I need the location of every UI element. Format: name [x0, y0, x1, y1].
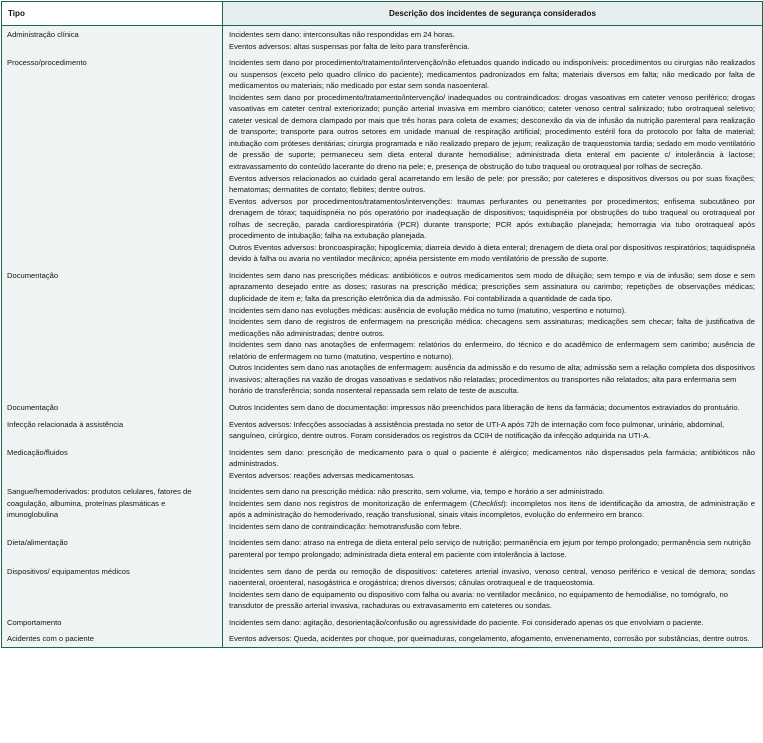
incident-type-label: Processo/procedimento	[7, 58, 87, 68]
table-row	[2, 534, 763, 562]
cell-incident-description	[223, 399, 763, 416]
table-row	[2, 444, 763, 484]
cell-incident-type	[2, 26, 223, 55]
incident-type-label: Dispositivos/ equipamentos médicos	[7, 566, 130, 576]
description-paragraph: Eventos adversos: reações adversas medicamentosas.	[229, 470, 416, 480]
cell-incident-description	[223, 267, 763, 399]
cell-incident-description	[223, 630, 763, 647]
cell-incident-description	[223, 614, 763, 631]
table-row	[2, 630, 763, 647]
table-row	[2, 399, 763, 416]
description-paragraph: Incidentes sem dano: agitação, desorientação/confusão ou agressividade do paciente. Foi considerado apenas os que envolviam o paciente.	[229, 617, 704, 627]
cell-incident-description	[223, 54, 763, 267]
cell-incident-description	[223, 534, 763, 562]
table-row	[2, 26, 763, 55]
description-paragraph: Incidentes sem dano nos registros de monitorização de enfermagem (Checklist): incompletos nos itens de identificação da amostra, de administração e após a administração do hemoderivado, reação transfusional, sinais vitais incompletos, evolução do enfermeiro em branco.	[229, 498, 755, 520]
description-paragraph: Incidentes sem dano nas evoluções médicas: ausência de evolução médica no turno (matutino, vespertino e noturno).	[229, 305, 627, 315]
table-row	[2, 416, 763, 444]
description-paragraph: Incidentes sem dano de registros de enfermagem na prescrição médica: checagens sem assinaturas; medicações sem checar; falta de justificativa de medicações não administradas; dentre outros.	[229, 317, 755, 338]
cell-incident-type	[2, 483, 223, 534]
description-paragraph: Incidentes sem dano: prescrição de medicamento para o qual o paciente é alérgico; medicamentos não dispensados pela farmácia; antibióticos não administrados.	[229, 447, 755, 469]
incident-type-label: Infecção relacionada à assistência	[7, 419, 124, 429]
incident-type-label: Dieta/alimentação	[7, 538, 68, 548]
column-header-tipo: Tipo	[2, 2, 223, 26]
table-row	[2, 483, 763, 534]
description-paragraph: Incidentes sem dano: interconsultas não respondidas em 24 horas.	[229, 30, 455, 39]
table-row	[2, 267, 763, 399]
table-row	[2, 54, 763, 267]
incident-types-table	[1, 1, 763, 648]
description-paragraph: Incidentes sem dano nas anotações de enfermagem: relatórios do enfermeiro, do técnico e do acadêmico de enfermagem sem carimbo; ausência de relatório de enfermagem no turno (matutino, vespertino e noturno).	[229, 340, 755, 361]
description-paragraph: Outros Incidentes sem dano nas anotações de enfermagem: ausência da admissão e do resumo de alta; admissão sem a relação completa dos dispositivos invasivos; alterações na vazão de drogas vasoativas e sedativos não relatadas; procedimentos ou transportes não relatados; alta para enfermaria sem horário de transferência; sonda nosenteral repassada sem relato de teste de ausculta.	[229, 363, 755, 396]
description-paragraph: Eventos adversos: Queda, acidentes por choque, por queimaduras, congelamento, afogamento, envenenamento, corrosão por substâncias, dentre outros.	[229, 634, 750, 644]
description-paragraph: Incidentes sem dano de equipamento ou dispositivo com falha ou avaria: no ventilador mecânico, no equipamento de hemodiálise, no tomógrafo, no transdutor de pressão arterial invasiva, rachaduras ou extravasamento em cateteres ou sondas.	[229, 589, 728, 611]
description-paragraph: Incidentes sem dano de perda ou remoção de dispositivos: cateteres arterial invasivo, venoso central, venoso periférico e vesical de demora; sondas naoenteral, oroenteral, nasogástrica e orogástrica; drenos diversos; cânulas orotraqueal e de traqueostomia.	[229, 566, 755, 588]
cell-incident-description	[223, 26, 763, 55]
incident-type-label: Medicação/fluidos	[7, 447, 68, 457]
cell-incident-description	[223, 483, 763, 534]
cell-incident-type	[2, 54, 223, 267]
cell-incident-type	[2, 614, 223, 631]
cell-incident-type	[2, 534, 223, 562]
description-paragraph: Incidentes sem dano por procedimento/tratamento/intervenção/ inadequados ou contraindicados: drogas vasoativas em cateter venoso periférico; drogas vasoativas em cateter central exteriorizado; punção arterial invasiva em membro cianótico; cateter venoso central salinizado; tubo orotraqueal seletivo; cateter vesical de demora clampado por mais que três horas para coleta de exames; desconexão da via de infusão da nutrição parenteral para realização de transporte; transporte para outros setores em unidade manual de respiração artificial; procedimento estéril fora do protocolo por falta de material; intubação com próteses dentárias; cirurgia programada e não realizado preparo de jejum; realização de traqueostomia tardia; sedado em modo ventilatório de pressão de suporte; permaneceu sem dieta enteral durante hemodiálise; administrada dieta enteral em paciente c/ intolerância à lactose; extravassamento do conteúdo lacerante do dreno na pele; e, presença de obstrução do tubo traqueal ou orotraqueal por rolhas de secreção.	[229, 92, 755, 172]
column-header-descricao: Descrição dos incidentes de segurança considerados	[223, 2, 763, 26]
cell-incident-type	[2, 267, 223, 399]
description-paragraph: Eventos adversos: Infecções associadas à assistência prestada no setor de UTI-A após 72h de internação com foco pulmonar, urinário, abdominal, sanguíneo, cirúrgico, dentre outros. Foram considerados os registros da CCIH de notificação da infecção adquirida na UTI-A.	[229, 419, 725, 441]
description-paragraph: Outros Incidentes sem dano de documentação: impressos não preenchidos para liberação de itens da farmácia; documentos extraviados do prontuário.	[229, 402, 740, 412]
description-paragraph: Outros Eventos adversos: broncoaspiração; hipoglicemia; diarreia devido à dieta enteral; drenagem de dieta oral por dispositivos respiratórios; taquidispnéia devido à falha ou avaria no ventilador mecânico; apnéia persistente em modo ventilatório de pressão de suporte.	[229, 242, 755, 264]
table-container	[0, 1, 763, 743]
description-paragraph: Incidentes sem dano na prescrição médica: não prescrito, sem volume, via, tempo e horário a ser administrado.	[229, 487, 605, 497]
description-paragraph: Eventos adversos: altas suspensas por falta de leito para transferência.	[229, 41, 470, 51]
incident-type-label: Comportamento	[7, 617, 62, 627]
incident-type-label: Documentação	[7, 402, 59, 412]
cell-incident-type	[2, 399, 223, 416]
cell-incident-description	[223, 416, 763, 444]
incident-type-label: Sangue/hemoderivados: produtos celulares, fatores de coagulação, albumina, proteínas plasmáticas e imunoglobulina	[7, 487, 192, 520]
header-row	[2, 2, 763, 26]
table-body	[2, 26, 763, 648]
cell-incident-type	[2, 563, 223, 614]
cell-incident-description	[223, 563, 763, 614]
description-paragraph: Eventos adversos relacionados ao cuidado geral acarretando em lesão de pele: por pressão; por cateteres e dispositivos diversos ou por suas fixações; hematomas; dermatites de contato; flebites; dentre outros.	[229, 173, 755, 195]
cell-incident-type	[2, 444, 223, 484]
cell-incident-description	[223, 444, 763, 484]
description-paragraph: Incidentes sem dano: atraso na entrega de dieta enteral pelo serviço de nutrição; permanência em jejum por tempo prolongado; permanência sem nutrição parenteral por tempo prolongado; administrada dieta enteral em paciente com intolerância à lactose.	[229, 538, 751, 559]
table-row	[2, 563, 763, 614]
table-row	[2, 614, 763, 631]
incident-type-label: Documentação	[7, 270, 59, 280]
cell-incident-type	[2, 630, 223, 647]
table-header	[2, 2, 763, 26]
description-paragraph: Incidentes sem dano por procedimento/tratamento/intervenção/não efetuados quando indicado ou indisponíveis: procedimentos ou cirurgias não realizados ou suspensos (exceto pelo quadro clínico do paciente); medicamentos padronizados em falta; materiais diversos em falta; não medicado por falta de medicamentos ou materiais; não medicado por estar sem sonda nasoenteral.	[229, 58, 755, 91]
description-paragraph: Eventos adversos por procedimentos/tratamentos/intervenções: traumas perfurantes ou penetrantes por procedimentos; enfisema subcutâneo por drenagem de tórax; taquidispnéia no pós operatório por inadequação de dispositivos; taquidispnéia por obstruções do tubo traqueal ou orotraqueal por rolhas de secreção, parada cardiorespiratória (PCR) durante transporte; PCR após extubação planejada; hemorragia via tubo orotraqueal após procedimento de intubação; falha na extubação planejada.	[229, 196, 755, 241]
cell-incident-type	[2, 416, 223, 444]
incident-type-label: Acidentes com o paciente	[7, 634, 94, 644]
description-paragraph: Incidentes sem dano de contraindicação: hemotransfusão com febre.	[229, 521, 462, 531]
description-paragraph: Incidentes sem dano nas prescrições médicas: antibióticos e outros medicamentos sem modo de diluição; sem tempo e via de infusão; sem dose e sem aprazamento desejado entre as doses; rasuras na prescrição médica; prescrições sem assinatura ou carimbo; repetições de observações médicas; duplicidade de item e; falta da prescrição eletrônica dia da admissão. Foi contabilizada a quantidade de cada tipo.	[229, 270, 755, 304]
incident-type-label: Administração clínica	[7, 30, 79, 39]
